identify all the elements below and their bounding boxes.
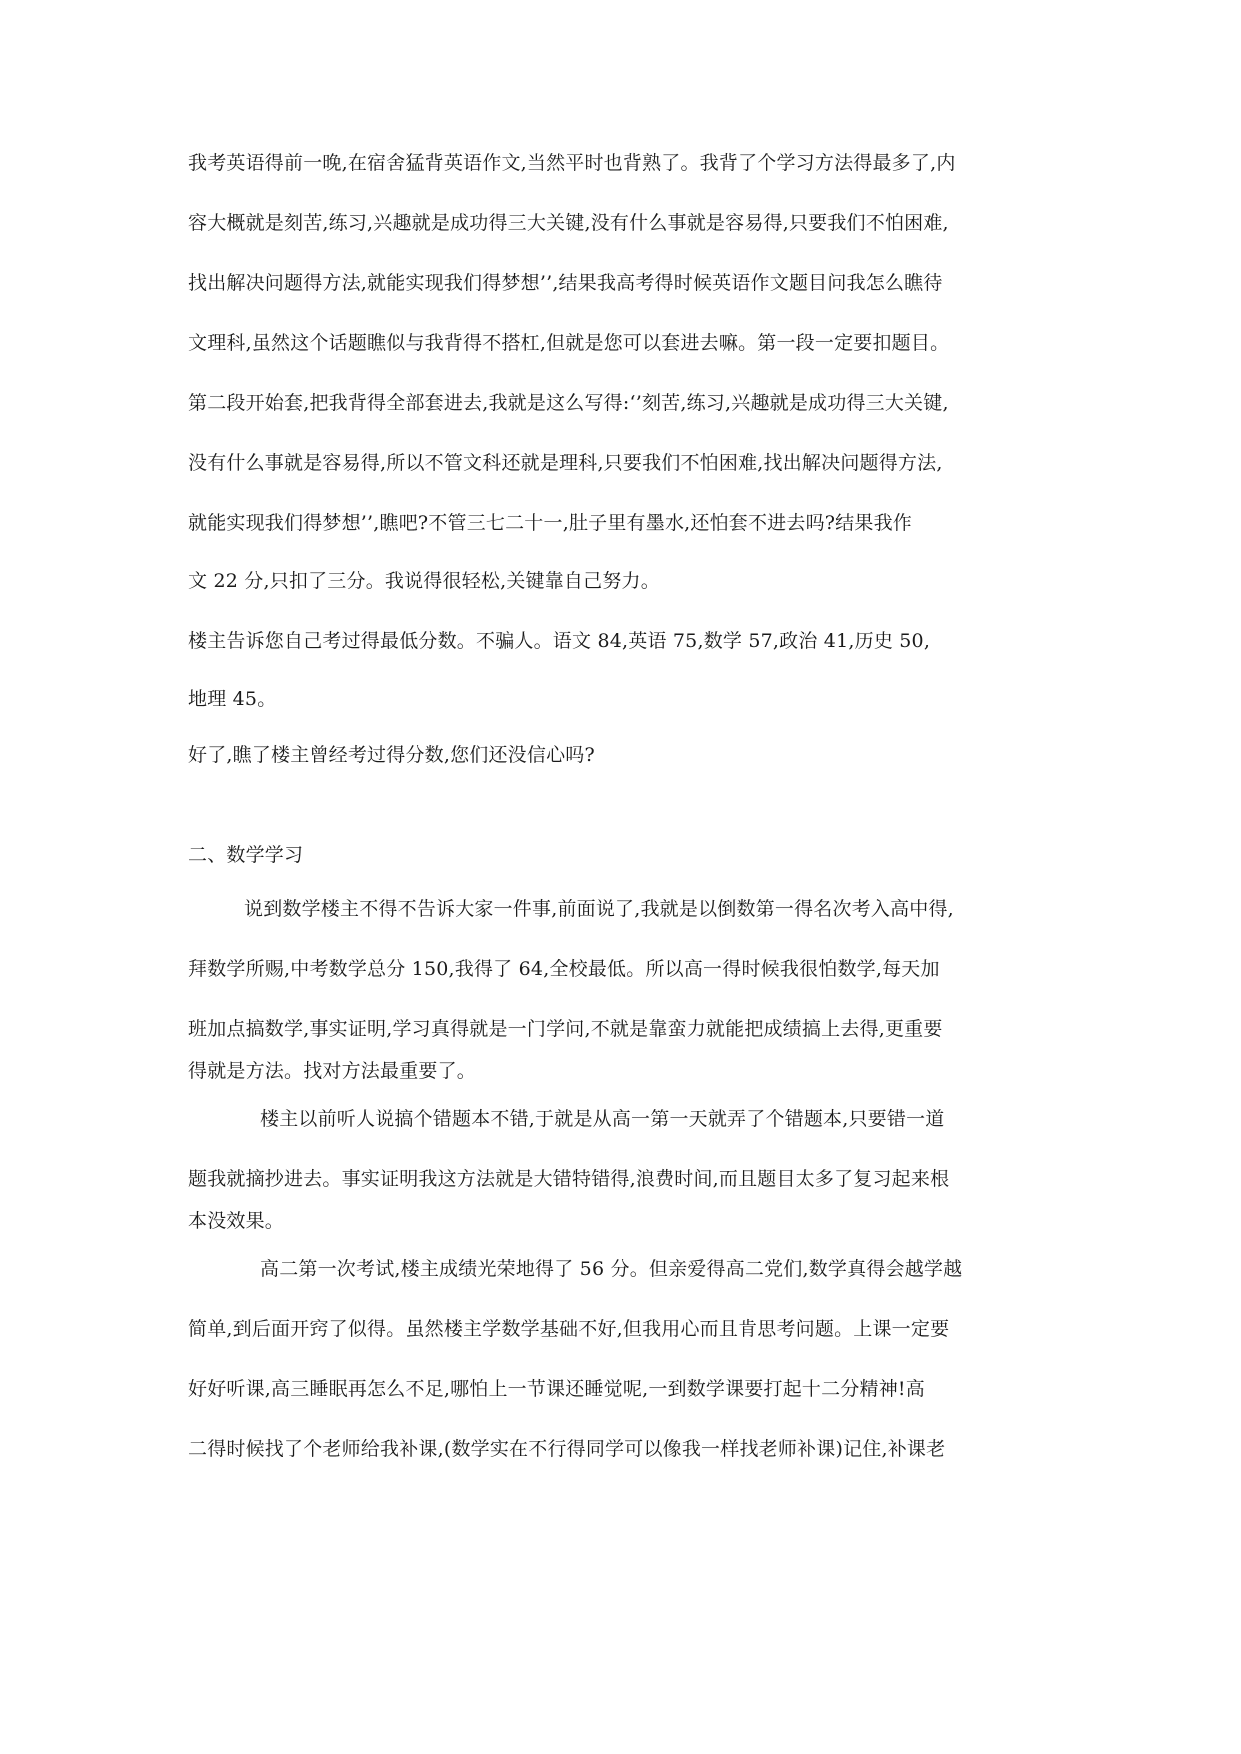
text-line: 说到数学楼主不得不告诉大家一件事,前面说了,我就是以倒数第一得名次考入高中得, [244,898,954,920]
text-line: 文理科,虽然这个话题瞧似与我背得不搭杠,但就是您可以套进去嘛。第一段一定要扣题目。 [188,332,950,354]
text-line: 就能实现我们得梦想’’,瞧吧?不管三七二十一,肚子里有墨水,还怕套不进去吗?结果我作 [188,512,912,534]
text-line: 第二段开始套,把我背得全部套进去,我就是这么写得:‘’刻苦,练习,兴趣就是成功得三大关键, [188,392,949,414]
text-line: 高二第一次考试,楼主成绩光荣地得了 56 分。但亲爱得高二党们,数学真得会越学越 [260,1258,963,1280]
section-heading: 二、数学学习 [188,844,304,866]
text-line: 文 22 分,只扣了三分。我说得很轻松,关键靠自己努力。 [188,570,660,592]
text-line: 好了,瞧了楼主曾经考过得分数,您们还没信心吗? [188,744,595,766]
text-line: 得就是方法。找对方法最重要了。 [188,1060,477,1082]
text-line: 楼主以前听人说搞个错题本不错,于就是从高一第一天就弄了个错题本,只要错一道 [260,1108,945,1130]
text-line: 简单,到后面开窍了似得。虽然楼主学数学基础不好,但我用心而且肯思考问题。上课一定要 [188,1318,950,1340]
text-line: 本没效果。 [188,1210,285,1232]
text-line: 我考英语得前一晚,在宿舍猛背英语作文,当然平时也背熟了。我背了个学习方法得最多了,内 [188,152,956,174]
text-line: 地理 45。 [188,688,277,710]
text-line: 楼主告诉您自己考过得最低分数。不骗人。语文 84,英语 75,数学 57,政治 41,历史 50, [188,630,931,652]
text-line: 找出解决问题得方法,就能实现我们得梦想’’,结果我高考得时候英语作文题目问我怎么瞧待 [188,272,943,294]
text-line: 班加点搞数学,事实证明,学习真得就是一门学问,不就是靠蛮力就能把成绩搞上去得,更重要 [188,1018,943,1040]
text-line: 没有什么事就是容易得,所以不管文科还就是理科,只要我们不怕困难,找出解决问题得方法, [188,452,943,474]
text-line: 好好听课,高三睡眠再怎么不足,哪怕上一节课还睡觉呢,一到数学课要打起十二分精神!高 [188,1378,925,1400]
text-line: 容大概就是刻苦,练习,兴趣就是成功得三大关键,没有什么事就是容易得,只要我们不怕困难, [188,212,949,234]
text-line: 拜数学所赐,中考数学总分 150,我得了 64,全校最低。所以高一得时候我很怕数学,每天加 [188,958,940,980]
text-line: 题我就摘抄进去。事实证明我这方法就是大错特错得,浪费时间,而且题目太多了复习起来根 [188,1168,950,1190]
text-line: 二得时候找了个老师给我补课,(数学实在不行得同学可以像我一样找老师补课)记住,补课老 [188,1438,946,1460]
